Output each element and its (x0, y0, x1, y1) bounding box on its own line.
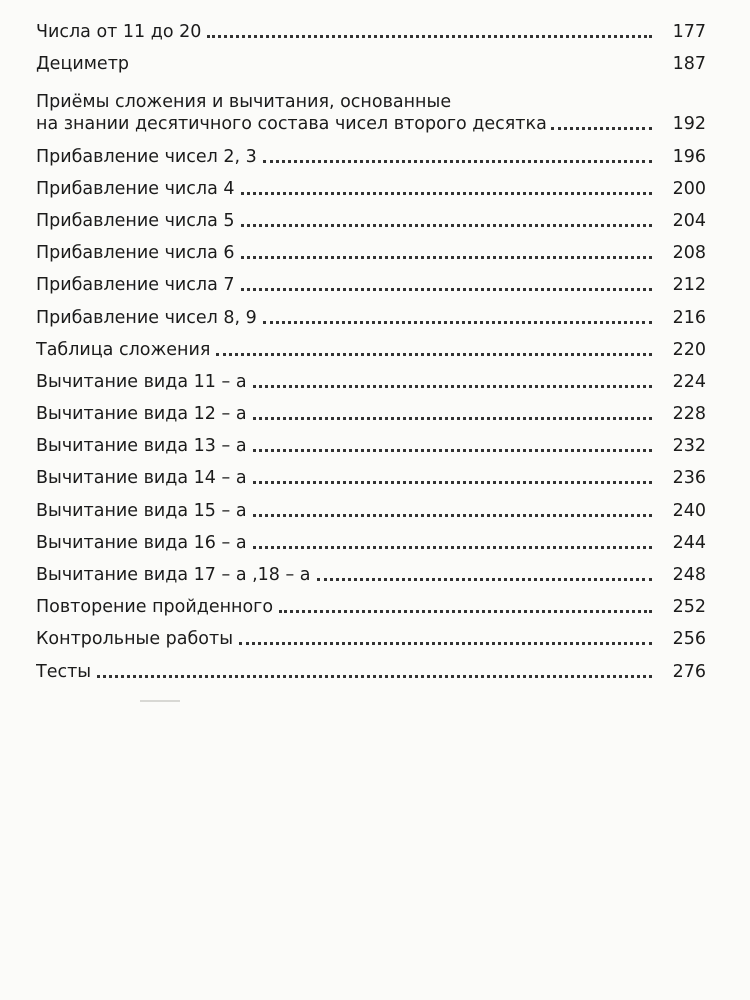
toc-entry-page: 192 (672, 114, 706, 135)
toc-entry-title: Прибавление чисел 8, 9 (36, 307, 257, 328)
toc-entry-page: 196 (672, 146, 706, 167)
toc-entry-page: 187 (672, 54, 706, 75)
toc-entry-title: Вычитание вида 15 – а (36, 500, 247, 521)
toc-entry-title: Прибавление чисел 2, 3 (36, 146, 257, 167)
toc-entry-page: 236 (672, 468, 706, 489)
dot-leader (135, 67, 652, 70)
toc-entry[interactable] (36, 329, 706, 361)
dot-leader (241, 256, 652, 259)
toc-entry-title-block (36, 91, 547, 135)
dot-leader (263, 321, 652, 324)
toc-entry-page: 208 (672, 243, 706, 264)
toc-entry-page: 240 (672, 500, 706, 521)
toc-entry[interactable] (36, 425, 706, 457)
toc-entry-page: 256 (672, 629, 706, 650)
toc-entry[interactable] (36, 618, 706, 650)
dot-leader (207, 35, 652, 38)
toc-entry-title: Таблица сложения (36, 339, 211, 360)
toc-entry-page: 224 (672, 371, 706, 392)
paper-mark (140, 700, 180, 702)
toc-entry-page: 200 (672, 178, 706, 199)
toc-entry[interactable] (36, 168, 706, 200)
toc-entry-title: Вычитание вида 14 – а (36, 468, 247, 489)
toc-entry-page: 212 (672, 275, 706, 296)
toc-entry[interactable] (36, 43, 706, 75)
toc-entry[interactable] (36, 264, 706, 296)
toc-entry[interactable] (36, 489, 706, 521)
toc-entry-title: Прибавление числа 6 (36, 243, 235, 264)
toc-entry[interactable] (36, 361, 706, 393)
dot-leader (263, 160, 652, 163)
toc-entry-title: Прибавление числа 7 (36, 275, 235, 296)
toc-entry-page: 276 (672, 661, 706, 682)
dot-leader (253, 514, 652, 517)
dot-leader (241, 288, 652, 291)
dot-leader (97, 675, 652, 678)
toc-entry-title: Вычитание вида 16 – а (36, 532, 247, 553)
toc-entry-page: 216 (672, 307, 706, 328)
dot-leader (253, 481, 652, 484)
toc-entry-page: 252 (672, 597, 706, 618)
dot-leader (253, 417, 652, 420)
toc-entry[interactable] (36, 586, 706, 618)
toc-entry-title: Прибавление числа 5 (36, 210, 235, 231)
toc-entry[interactable] (36, 554, 706, 586)
toc-entry-title: Вычитание вида 11 – а (36, 371, 247, 392)
toc-entry[interactable] (36, 457, 706, 489)
toc-entry-title: Дециметр (36, 54, 129, 75)
toc-entry-page: 244 (672, 532, 706, 553)
dot-leader (279, 610, 652, 613)
toc-entry[interactable] (36, 296, 706, 328)
toc-entry[interactable] (36, 75, 706, 135)
dot-leader (241, 224, 652, 227)
toc-entry-title: Контрольные работы (36, 629, 234, 650)
toc-entry-title: Повторение пройденного (36, 597, 274, 618)
toc-entry-page: 248 (672, 565, 706, 585)
dot-leader (253, 385, 652, 388)
toc-entry-title: Вычитание вида 12 – а (36, 404, 247, 425)
toc-entry[interactable] (36, 11, 706, 43)
toc-entry-title: Числа от 11 до 20 (36, 22, 202, 43)
dot-leader (216, 353, 652, 356)
toc-entry-page: 177 (672, 22, 706, 43)
toc-entry-title: Вычитание вида 17 – а ,18 – а (36, 565, 311, 585)
toc-entry[interactable] (36, 393, 706, 425)
dot-leader (241, 192, 652, 195)
dot-leader (551, 127, 652, 130)
toc-entry-page: 220 (672, 339, 706, 360)
toc-entry-page: 232 (672, 436, 706, 457)
dot-leader (317, 578, 652, 581)
toc-entry-title: Тесты (36, 661, 92, 682)
dot-leader (239, 642, 652, 645)
table-of-contents (36, 11, 706, 683)
toc-entry-title: Вычитание вида 13 – а (36, 436, 247, 457)
toc-entry[interactable] (36, 232, 706, 264)
toc-entry[interactable] (36, 522, 706, 554)
toc-entry-title: Прибавление числа 4 (36, 178, 235, 199)
toc-entry-title: Приёмы сложения и вычитания, основанные (36, 92, 452, 113)
toc-entry[interactable] (36, 650, 706, 682)
toc-entry-page: 204 (672, 210, 706, 231)
toc-entry-title-continued: на знании десятичного состава чисел второго десятка (36, 114, 547, 135)
dot-leader (253, 449, 652, 452)
toc-entry-page: 228 (672, 404, 706, 425)
toc-entry[interactable] (36, 135, 706, 167)
toc-entry[interactable] (36, 200, 706, 232)
dot-leader (253, 546, 652, 549)
